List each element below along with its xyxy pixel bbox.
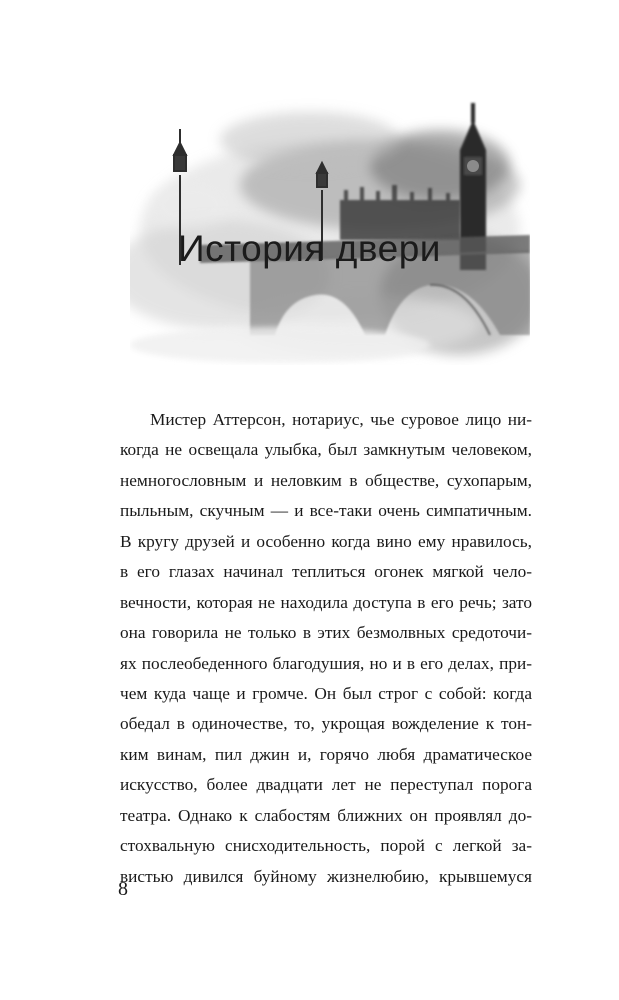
text-line: стохвальную снисходительность, порой с легкой за- <box>120 836 532 856</box>
text-line: она говорила не только в этих безмолвных средоточи- <box>120 623 532 643</box>
text-line: искусство, более двадцати лет не переступал порога <box>120 775 532 795</box>
chapter-title: История двери <box>178 228 441 269</box>
text-line: вистью дивился буйному жизнелюбию, крывшемуся <box>120 866 532 886</box>
text-line: в его глазах начинал теплиться огонек мягкой чело- <box>120 562 532 582</box>
text-line: театра. Однако к слабостям ближних он проявлял до- <box>120 805 532 825</box>
text-line: когда не освещала улыбка, был замкнутым человеком, <box>120 440 532 460</box>
text-line: обедал в одиночестве, то, укрощая вожделение к тон- <box>120 714 532 734</box>
text-line: чем куда чаще и громче. Он был строг с собой: когда <box>120 683 532 703</box>
text-line: пыльным, скучным — и все-таки очень симпатичным. <box>120 501 532 521</box>
text-line: В кругу друзей и особенно когда вино ему нравилось, <box>120 531 532 551</box>
text-line: вечности, которая не находила доступа в его речь; зато <box>120 592 532 612</box>
text-line: немногословным и неловким в обществе, сухопарым, <box>120 470 532 490</box>
text-line: ях послеобеденного благодушия, но и в его делах, при- <box>120 653 532 673</box>
text-line: ким винам, пил джин и, горячо любя драматическое <box>120 744 532 764</box>
text-line: Мистер Аттерсон, нотариус, чье суровое лицо ни- <box>150 410 532 429</box>
chapter-body-text <box>120 405 532 892</box>
page-number: 8 <box>118 878 128 900</box>
